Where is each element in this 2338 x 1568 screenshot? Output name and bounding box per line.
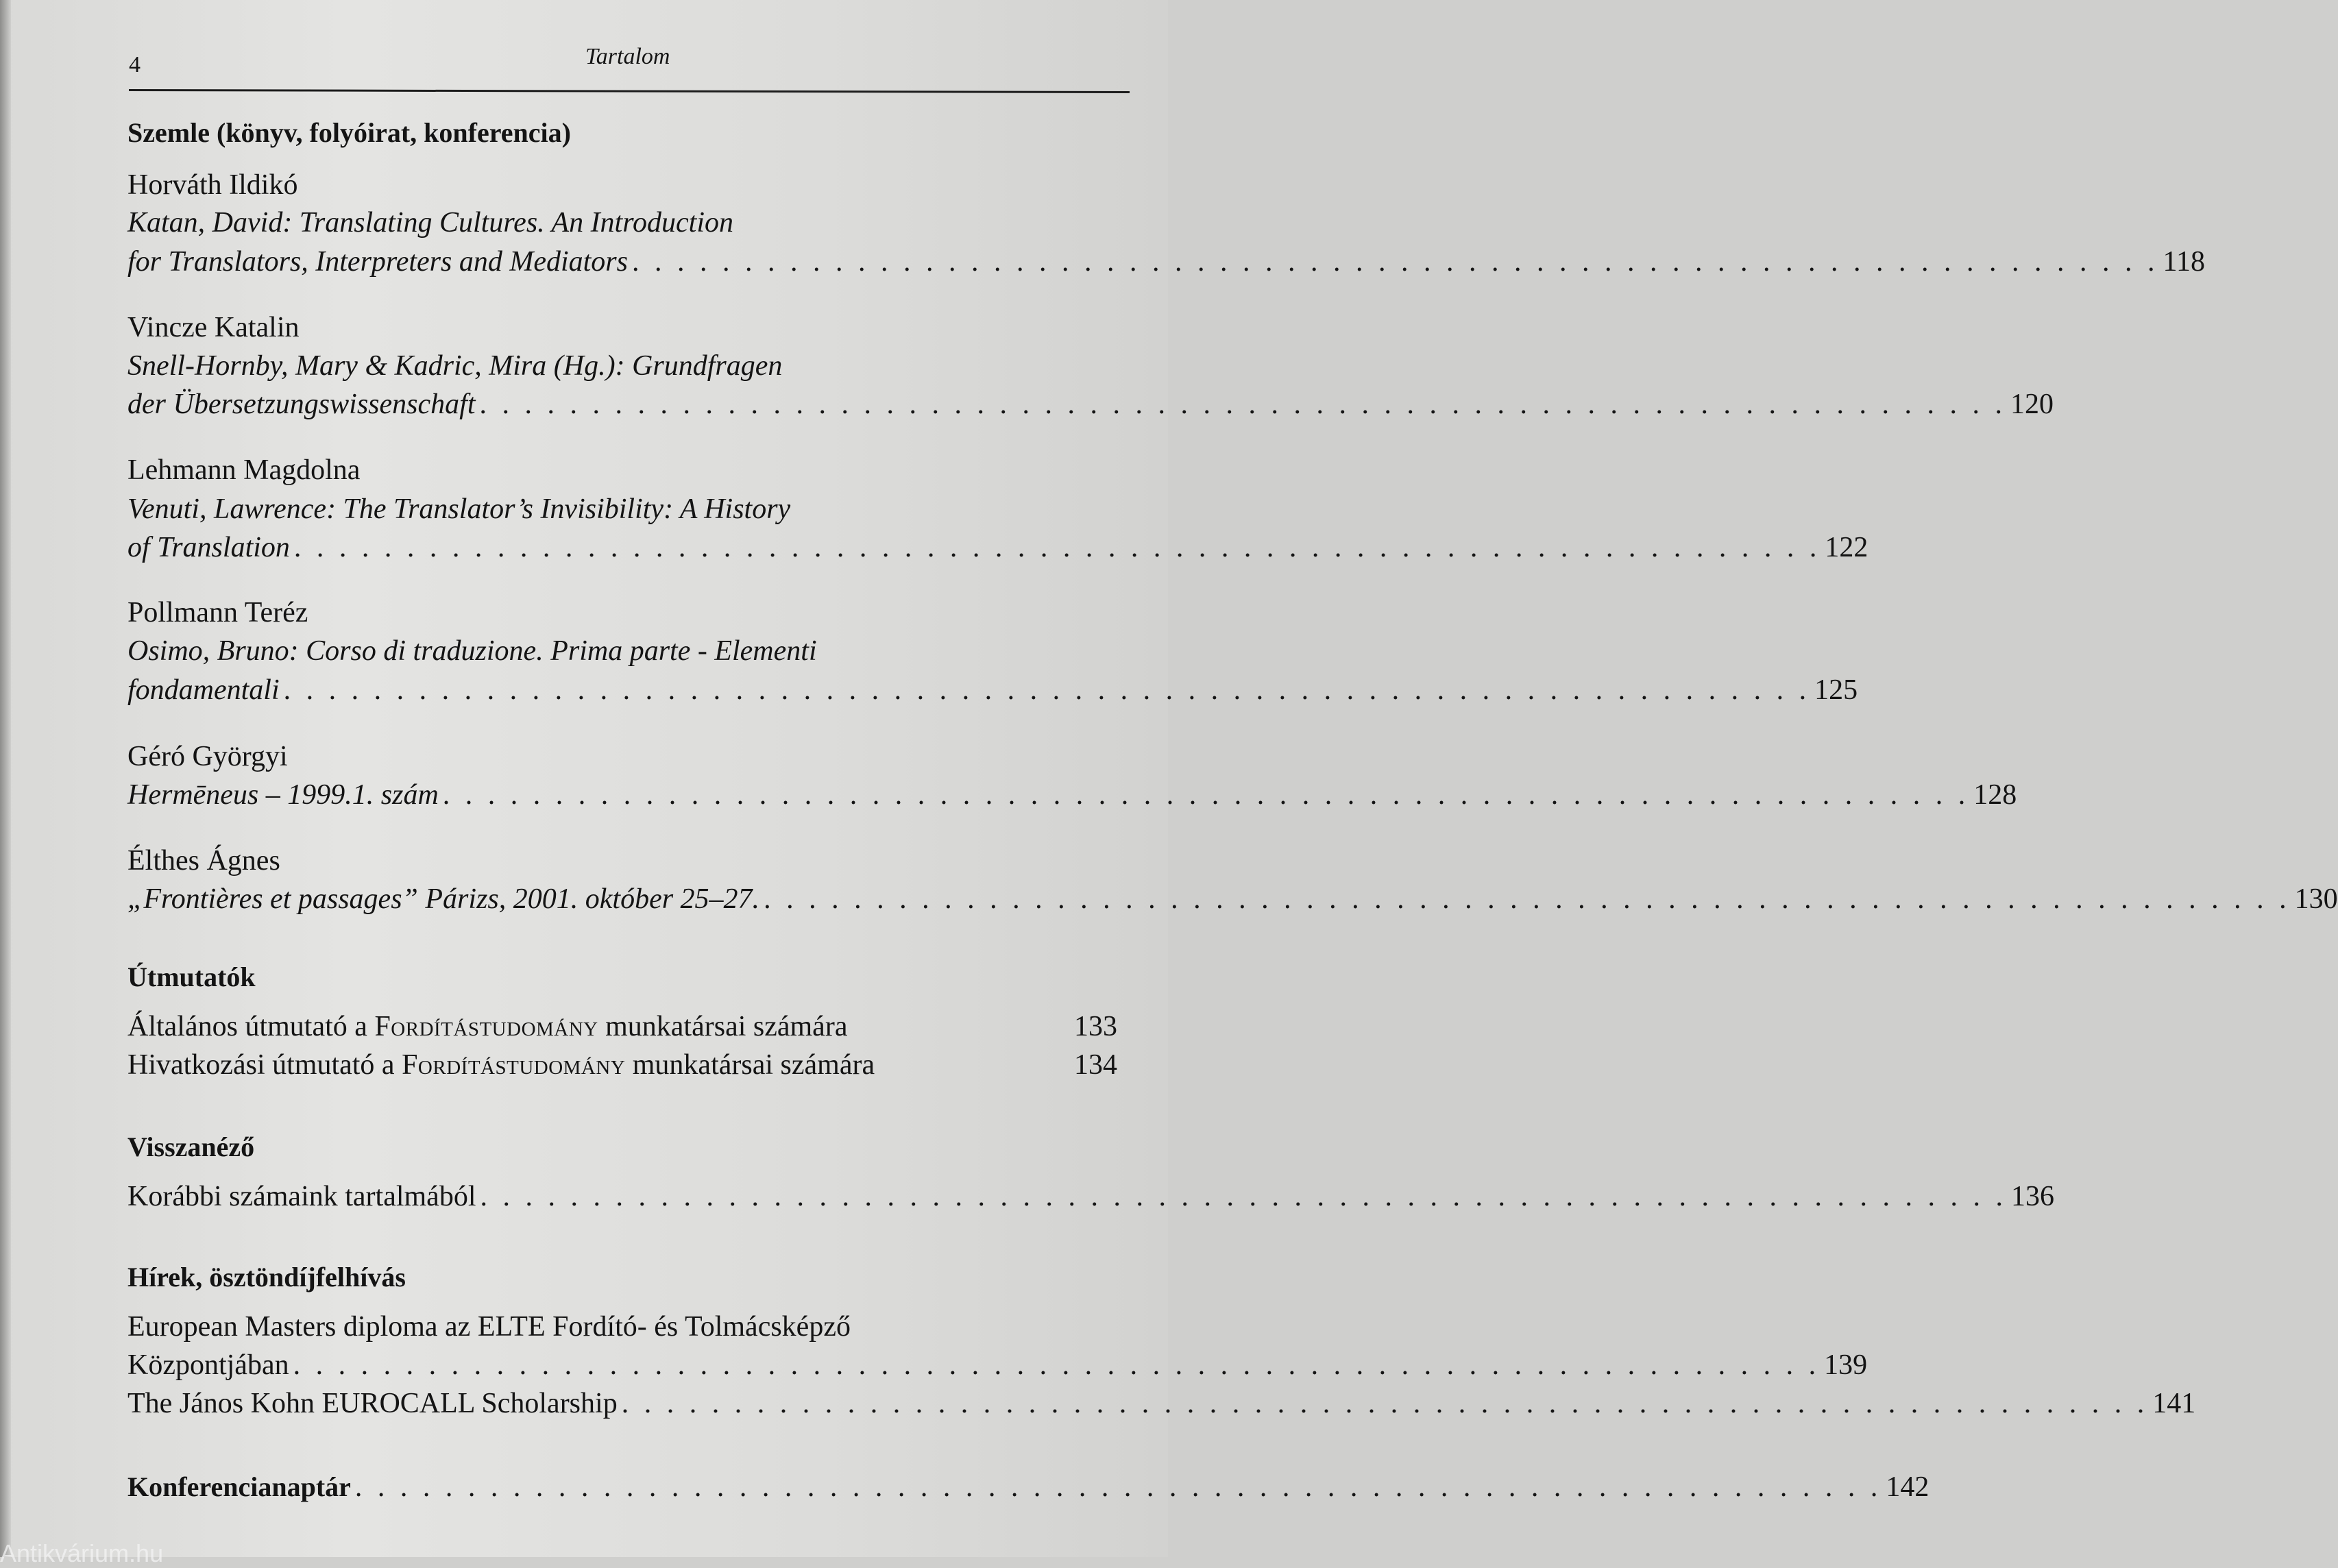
header-rule <box>129 89 1130 93</box>
running-header-title: Tartalom <box>585 44 670 69</box>
toc-entry <box>127 883 2338 921</box>
toc-entry-title: Hermēneus – 1999.1. szám <box>127 779 439 811</box>
watermark-text: Antikvárium.hu <box>0 1539 164 1567</box>
toc-entry-title: Katan, David: Translating Cultures. An Introduction <box>127 207 733 238</box>
toc-page-number: 136 <box>2011 1181 2054 1212</box>
toc-entry-title: Osimo, Bruno: Corso di traduzione. Prima parte - Elementi <box>127 635 817 667</box>
dot-leader: . . . . . . . . . . . . . . . . . . . . . . . . . . . . . . . . . . . . . . . . . . . . . . . . . . . . . . . . . . . . . . . . . . . . <box>293 1349 1821 1381</box>
toc-entry-title: of Translation <box>127 532 290 563</box>
toc-entry-title: The János Kohn EUROCALL Scholarship <box>127 1388 618 1419</box>
toc-author: Lehmann Magdolna <box>127 454 361 486</box>
journal-name: Fordítástudomány <box>402 1049 626 1081</box>
toc-entry <box>127 674 1858 712</box>
toc-entry <box>127 245 2205 284</box>
toc-entry-title: for Translators, Interpreters and Mediators <box>127 246 628 278</box>
toc-page-number: 120 <box>2010 389 2054 420</box>
toc-entry <box>127 531 1868 569</box>
section-title-visszanezo: Visszanéző <box>127 1131 255 1162</box>
toc-entry <box>127 1010 1117 1049</box>
toc-page-number: 130 <box>2294 883 2338 915</box>
dot-leader: . . . . . . . . . . . . . . . . . . . . . . . . . . . . . . . . . . . . . . . . . . . . . . . . . . . . . . . . . . . . . . . . . . . . <box>764 883 2291 915</box>
toc-page-number: 139 <box>1824 1349 1868 1381</box>
page-number: 4 <box>129 52 141 77</box>
toc-entry-title: Hivatkozási útmutató a Fordítástudomány munkatársai számára <box>127 1049 875 1081</box>
toc-entry-title: Snell-Hornby, Mary & Kadric, Mira (Hg.): Grundfragen <box>127 350 783 382</box>
toc-page-number: 122 <box>1825 532 1868 563</box>
toc-entry-title: Venuti, Lawrence: The Translator’s Invisibility: A History <box>127 493 791 525</box>
dot-leader: . . . . . . . . . . . . . . . . . . . . . . . . . . . . . . . . . . . . . . . . . . . . . . . . . . . . . . . . . . . . . . . . . . . . <box>480 1181 2007 1212</box>
dot-leader: . . . . . . . . . . . . . . . . . . . . . . . . . . . . . . . . . . . . . . . . . . . . . . . . . . . . . . . . . . . . . . . . . . . . <box>442 779 1970 811</box>
toc-page-number: 118 <box>2163 246 2205 278</box>
section-title-hirek: Hírek, ösztöndíjfelhívás <box>127 1262 406 1293</box>
section-title-szemle: Szemle (könyv, folyóirat, konferencia) <box>127 117 571 148</box>
toc-page-number: 141 <box>2152 1388 2196 1419</box>
page-gutter-shadow <box>0 0 11 1557</box>
toc-page-number: 142 <box>1886 1471 1929 1503</box>
toc-entry-title: „Frontières et passages” Párizs, 2001. október 25–27. <box>127 883 760 915</box>
toc-entry-title: Általános útmutató a Fordítástudomány munkatársai számára <box>127 1011 848 1042</box>
toc-entry <box>127 1387 2196 1425</box>
toc-page-number: 128 <box>1973 779 2017 811</box>
toc-entry-title: der Übersetzungswissenschaft <box>127 389 476 420</box>
toc-author: Vincze Katalin <box>127 312 300 343</box>
toc-author: Géró Györgyi <box>127 741 288 772</box>
dot-leader: . . . . . . . . . . . . . . . . . . . . . . . . . . . . . . . . . . . . . . . . . . . . . . . . . . . . . . . . . . . . . . . . . . . . <box>632 246 2159 278</box>
toc-page-number: 133 <box>1074 1011 1117 1042</box>
dot-leader: . . . . . . . . . . . . . . . . . . . . . . . . . . . . . . . . . . . . . . . . . . . . . . . . . . . . . . . . . . . . . . . . . . . . <box>621 1388 2149 1419</box>
toc-entry <box>127 779 2017 817</box>
toc-entry <box>127 1471 1929 1509</box>
toc-entry-title: European Masters diploma az ELTE Fordító- és Tolmácsképző <box>127 1311 851 1343</box>
dot-leader: . . . . . . . . . . . . . . . . . . . . . . . . . . . . . . . . . . . . . . . . . . . . . . . . . . . . . . . . . . . . . . . . . . . . <box>283 674 1811 706</box>
toc-author: Élthes Ágnes <box>127 845 280 877</box>
toc-entry-title: Korábbi számaink tartalmából <box>127 1181 476 1212</box>
toc-entry-title: fondamentali <box>127 674 280 706</box>
toc-entry <box>127 1180 2054 1218</box>
toc-page-number: 134 <box>1074 1049 1117 1081</box>
toc-entry <box>127 1349 1868 1387</box>
toc-entry <box>127 1049 1117 1087</box>
journal-name: Fordítástudomány <box>374 1011 598 1042</box>
toc-author: Horváth Ildikó <box>127 169 298 201</box>
toc-page-number: 125 <box>1814 674 1858 706</box>
dot-leader: . . . . . . . . . . . . . . . . . . . . . . . . . . . . . . . . . . . . . . . . . . . . . . . . . . . . . . . . . . . . . . . . . . . . <box>479 389 2006 420</box>
toc-entry <box>127 388 2054 426</box>
section-title-konferenciaaptar: Konferencianaptár <box>127 1471 351 1502</box>
toc-entry-title: Központjában <box>127 1349 289 1381</box>
toc-author: Pollmann Teréz <box>127 597 308 628</box>
dot-leader: . . . . . . . . . . . . . . . . . . . . . . . . . . . . . . . . . . . . . . . . . . . . . . . . . . . . . . . . . . . . . . . . . . . . <box>293 532 1821 563</box>
dot-leader: . . . . . . . . . . . . . . . . . . . . . . . . . . . . . . . . . . . . . . . . . . . . . . . . . . . . . . . . . . . . . . . . . . . . <box>354 1471 1882 1503</box>
section-title-utmutatok: Útmutatók <box>127 961 256 992</box>
